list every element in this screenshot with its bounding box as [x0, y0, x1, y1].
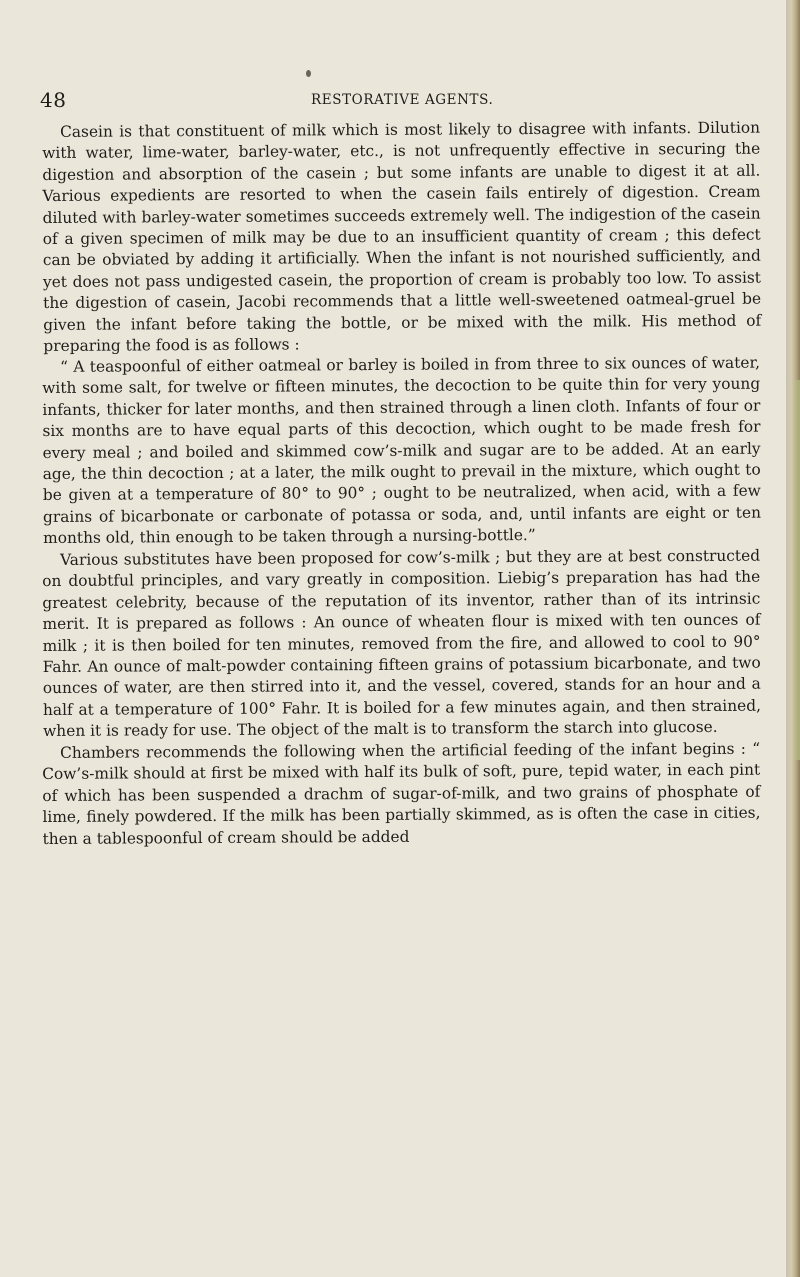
page-header: [40, 88, 760, 114]
page-number: 48: [40, 88, 67, 112]
spine-discoloration: [790, 380, 800, 760]
paragraph-substitutes: Various substitutes have been proposed for cow’s-milk ; but they are at best constructed on doubtful principles, and vary greatly in composition. Liebig’s preparation has had the greatest celebrity, because of the reputation of its inventor, rather than of its intrinsic merit. It is prepared as follows : An ounce of wheaten flour is mixed with ten ounces of milk ; it is then boiled for ten minutes, removed from the fire, and allowed to cool to 90° Fahr. An ounce of malt-powder containing fifteen grains of potassium bicarbonate, and two ounces of water, are then stirred into it, and the vessel, covered, stands for an hour and a half at a temperature of 100° Fahr. It is boiled for a few minutes again, and then strained, when it is ready for use. The object of the malt is to transform the starch into glucose.: [42, 546, 762, 741]
ink-speck: [306, 70, 311, 77]
paragraph-chambers: Chambers recommends the following when the artificial feeding of the infant begins : “ Cow’s-milk should at first be mixed with half its bulk of soft, pure, tepid water, in each pint of which has been suspended a drachm of sugar-of-milk, and two grains of phosphate of lime, finely powdered. If the milk has been partially skimmed, as is often the case in cities, then a tablespoonful of cream should be added: [42, 739, 761, 848]
paragraph-casein: Casein is that constituent of milk which is most likely to disagree with infants. Dilution with water, lime-water, barley-water, etc., is not unfrequently effective in securing the digestion and absorption of the casein ; but some infants are unable to digest it at all. Various expedients are resorted to when the casein fails entirely of digestion. Cream diluted with barley-water sometimes succeeds extremely well. The indigestion of the casein of a given specimen of milk may be due to an insufficient quantity of cream ; this defect can be obviated by adding it artificially. When the infant is not nourished sufficiently, and yet does not pass undigested casein, the proportion of cream is probably too low. To assist the digestion of casein, Jacobi recommends that a little well-sweetened oatmeal-gruel be given the infant before taking the bottle, or be mixed with the milk. His method of preparing the food is as follows :: [42, 118, 762, 356]
paragraph-jacobi-quote: “ A teaspoonful of either oatmeal or barley is boiled in from three to six ounces of water, with some salt, for twelve or fifteen minutes, the decoction to be quite thin for very young infants, thicker for later months, and then strained through a linen cloth. Infants of four or six months are to have equal parts of this decoction, which ought to be made fresh for every meal ; and boiled and skimmed cow’s-milk and sugar are to be added. At an early age, the thin decoction ; at a later, the milk ought to prevail in the mixture, which ought to be given at a temperature of 80° to 90° ; ought to be neutralized, when acid, with a few grains of bicarbonate or carbonate of potassa or soda, and, until infants are eight or ten months old, thin enough to be taken through a nursing-bottle.”: [42, 354, 762, 548]
body-text: [42, 118, 762, 850]
running-head: RESTORATIVE AGENTS.: [311, 92, 494, 108]
